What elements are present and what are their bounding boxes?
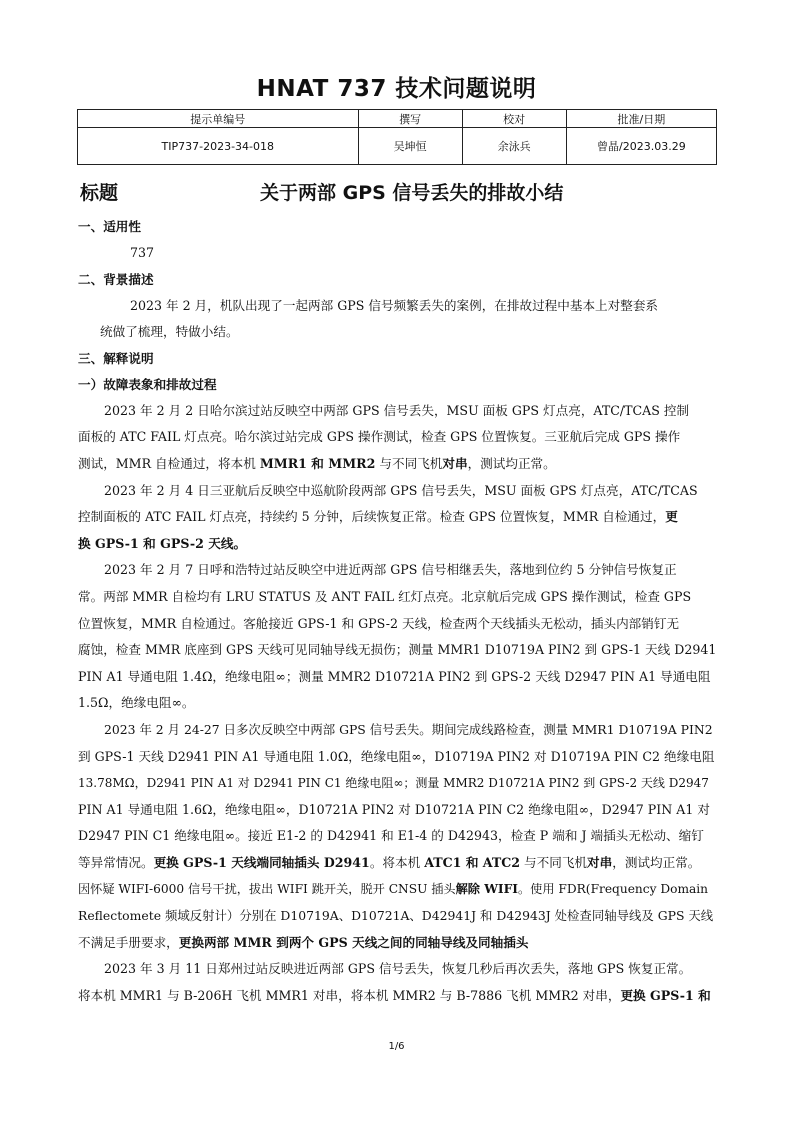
paragraph-line	[78, 850, 718, 877]
meta-header-row	[78, 110, 717, 128]
paragraph-line: PIN A1 导通电阻 1.6Ω，绝缘电阻∞，D10721A PIN2 对 D10721A PIN C2 绝缘电阻∞，D2947 PIN A1 对	[78, 801, 710, 817]
bold-run: 更换 GPS-1 天线端同轴插头 D2941	[153, 854, 370, 870]
meta-header-proofreader: 校对	[462, 110, 566, 128]
paragraph-line	[78, 451, 718, 478]
page-number: 1/6	[388, 1041, 405, 1052]
paragraph-line: 13.78MΩ，D2941 PIN A1 对 D2941 PIN C1 绝缘电阻∞；测量 MMR2 D10721A PIN2 到 GPS-2 天线 D2947	[78, 776, 709, 791]
applicability-text: 737	[130, 245, 155, 260]
section-heading-explanation: 三、解释说明	[78, 350, 154, 366]
paragraph-line: 2023 年 2 月 24-27 日多次反映空中两部 GPS 信号丢失。期间完成线路检查，测量 MMR1 D10719A PIN2	[104, 721, 713, 737]
paragraph-line: Reflectomete 频域反射计）分别在 D10719A、D10721A、D42941J 和 D42943J 处检查同轴导线及 GPS 天线	[78, 908, 714, 924]
paragraph-line	[78, 876, 718, 903]
section-heading-background: 二、背景描述	[78, 271, 154, 287]
paragraph-line: PIN A1 导通电阻 1.4Ω，绝缘电阻∞；测量 MMR2 D10721A PIN2 到 GPS-2 天线 D2947 PIN A1 导通电阻	[78, 668, 711, 684]
bold-run: 解除 WIFI	[455, 882, 518, 897]
meta-value-row	[78, 128, 717, 165]
paragraph-line: 位置恢复，MMR 自检通过。客舱接近 GPS-1 和 GPS-2 天线，检查两个天线插头无松动，插头内部销钉无	[78, 615, 680, 631]
text-run: 与不同飞机	[375, 455, 443, 471]
paragraph-line: 2023 年 2 月 7 日呼和浩特过站反映空中进近两部 GPS 信号相继丢失，落地到位约 5 分钟信号恢复正	[104, 562, 677, 578]
paragraph-line	[78, 930, 718, 957]
bold-run: MMR1 和 MMR2	[259, 455, 376, 471]
paragraph-line	[78, 983, 718, 1010]
section-heading-applicability: 一、适用性	[78, 219, 141, 234]
bold-run: 对串	[442, 455, 468, 471]
paragraph-line: 2023 年 3 月 11 日郑州过站反映进近两部 GPS 信号丢失，恢复几秒后再次丢失，落地 GPS 恢复正常。	[104, 961, 692, 977]
paragraph-line: 腐蚀，检查 MMR 底座到 GPS 天线可见同轴导线无损伤；测量 MMR1 D10719A PIN2 到 GPS-1 天线 D2941	[78, 642, 717, 658]
paragraph-line: 面板的 ATC FAIL 灯点亮。哈尔滨过站完成 GPS 操作测试，检查 GPS 位置恢复。三亚航后完成 GPS 操作	[78, 429, 681, 445]
subject-row	[80, 178, 720, 208]
background-line: 2023 年 2 月，机队出现了一起两部 GPS 信号频繁丢失的案例，在排故过程中基本上对整套系	[130, 297, 659, 313]
meta-approval: 曾晶/2023.03.29	[566, 128, 716, 165]
meta-header-approval: 批准/日期	[566, 110, 716, 128]
document-body	[78, 214, 718, 1009]
bold-run: 对串	[587, 854, 613, 870]
bold-run: 更	[665, 509, 678, 525]
text-run: 。使用 FDR(Frequency Domain	[517, 882, 709, 897]
bold-run: 更换两部 MMR 到两个 GPS 天线之间的同轴导线及同轴插头	[178, 934, 529, 950]
bold-run: 更换 GPS-1 和	[620, 987, 711, 1003]
meta-tip-number: TIP737-2023-34-018	[78, 128, 359, 165]
text-run: ，测试均正常。	[612, 854, 701, 870]
background-line: 统做了梳理，特做小结。	[100, 324, 239, 340]
paragraph-line: 1.5Ω，绝缘电阻∞。	[78, 695, 195, 711]
paragraph-line	[78, 531, 718, 558]
meta-header-author: 撰写	[358, 110, 462, 128]
meta-table	[77, 109, 717, 165]
meta-proofreader: 余泳兵	[462, 128, 566, 165]
text-run: 。将本机	[369, 854, 425, 870]
paragraph-line: 到 GPS-1 天线 D2941 PIN A1 导通电阻 1.0Ω，绝缘电阻∞，D10719A PIN2 对 D10719A PIN C2 绝缘电阻	[78, 748, 715, 764]
subsection-heading-fault: 一）故障表象和排故过程	[78, 376, 217, 392]
text-run: ，测试均正常。	[467, 455, 556, 471]
meta-author: 吴坤恒	[358, 128, 462, 165]
text-run: 因怀疑 WIFI-6000 信号干扰，拔出 WIFI 跳开关，脱开 CNSU 插头	[78, 882, 456, 897]
text-run: 控制面板的 ATC FAIL 灯点亮，持续约 5 分钟，后续恢复正常。检查 GPS 位置恢复，MMR 自检通过，	[78, 509, 666, 525]
paragraph-line: 常。两部 MMR 自检均有 LRU STATUS 及 ANT FAIL 红灯点亮。北京航后完成 GPS 操作测试，检查 GPS	[78, 588, 692, 604]
paragraph-line	[78, 504, 718, 531]
subject-title: 关于两部 GPS 信号丢失的排故小结	[260, 182, 564, 204]
paragraph-line: 2023 年 2 月 2 日哈尔滨过站反映空中两部 GPS 信号丢失，MSU 面板 GPS 灯点亮，ATC/TCAS 控制	[104, 402, 690, 418]
text-run: 不满足手册要求，	[78, 934, 179, 950]
text-run: 测试，MMR 自检通过，将本机	[78, 455, 260, 471]
text-run: 与不同飞机	[520, 854, 588, 870]
meta-header-tip-number: 提示单编号	[78, 110, 359, 128]
bold-run: ATC1 和 ATC2	[424, 854, 521, 870]
document-title: HNAT 737 技术问题说明	[256, 76, 537, 102]
bold-run: 换 GPS-1 和 GPS-2 天线。	[78, 535, 247, 551]
subject-label: 标题	[80, 182, 119, 204]
text-run: 将本机 MMR1 与 B-206H 飞机 MMR1 对串，将本机 MMR2 与 B-7886 飞机 MMR2 对串，	[78, 987, 621, 1003]
text-run: 等异常情况。	[78, 854, 154, 870]
paragraph-line: 2023 年 2 月 4 日三亚航后反映空中巡航阶段两部 GPS 信号丢失，MSU 面板 GPS 灯点亮，ATC/TCAS	[104, 482, 698, 498]
paragraph-line: D2947 PIN C1 绝缘电阻∞。接近 E1-2 的 D42941 和 E1-4 的 D42943，检查 P 端和 J 端插头无松动、缩钉	[78, 828, 704, 844]
